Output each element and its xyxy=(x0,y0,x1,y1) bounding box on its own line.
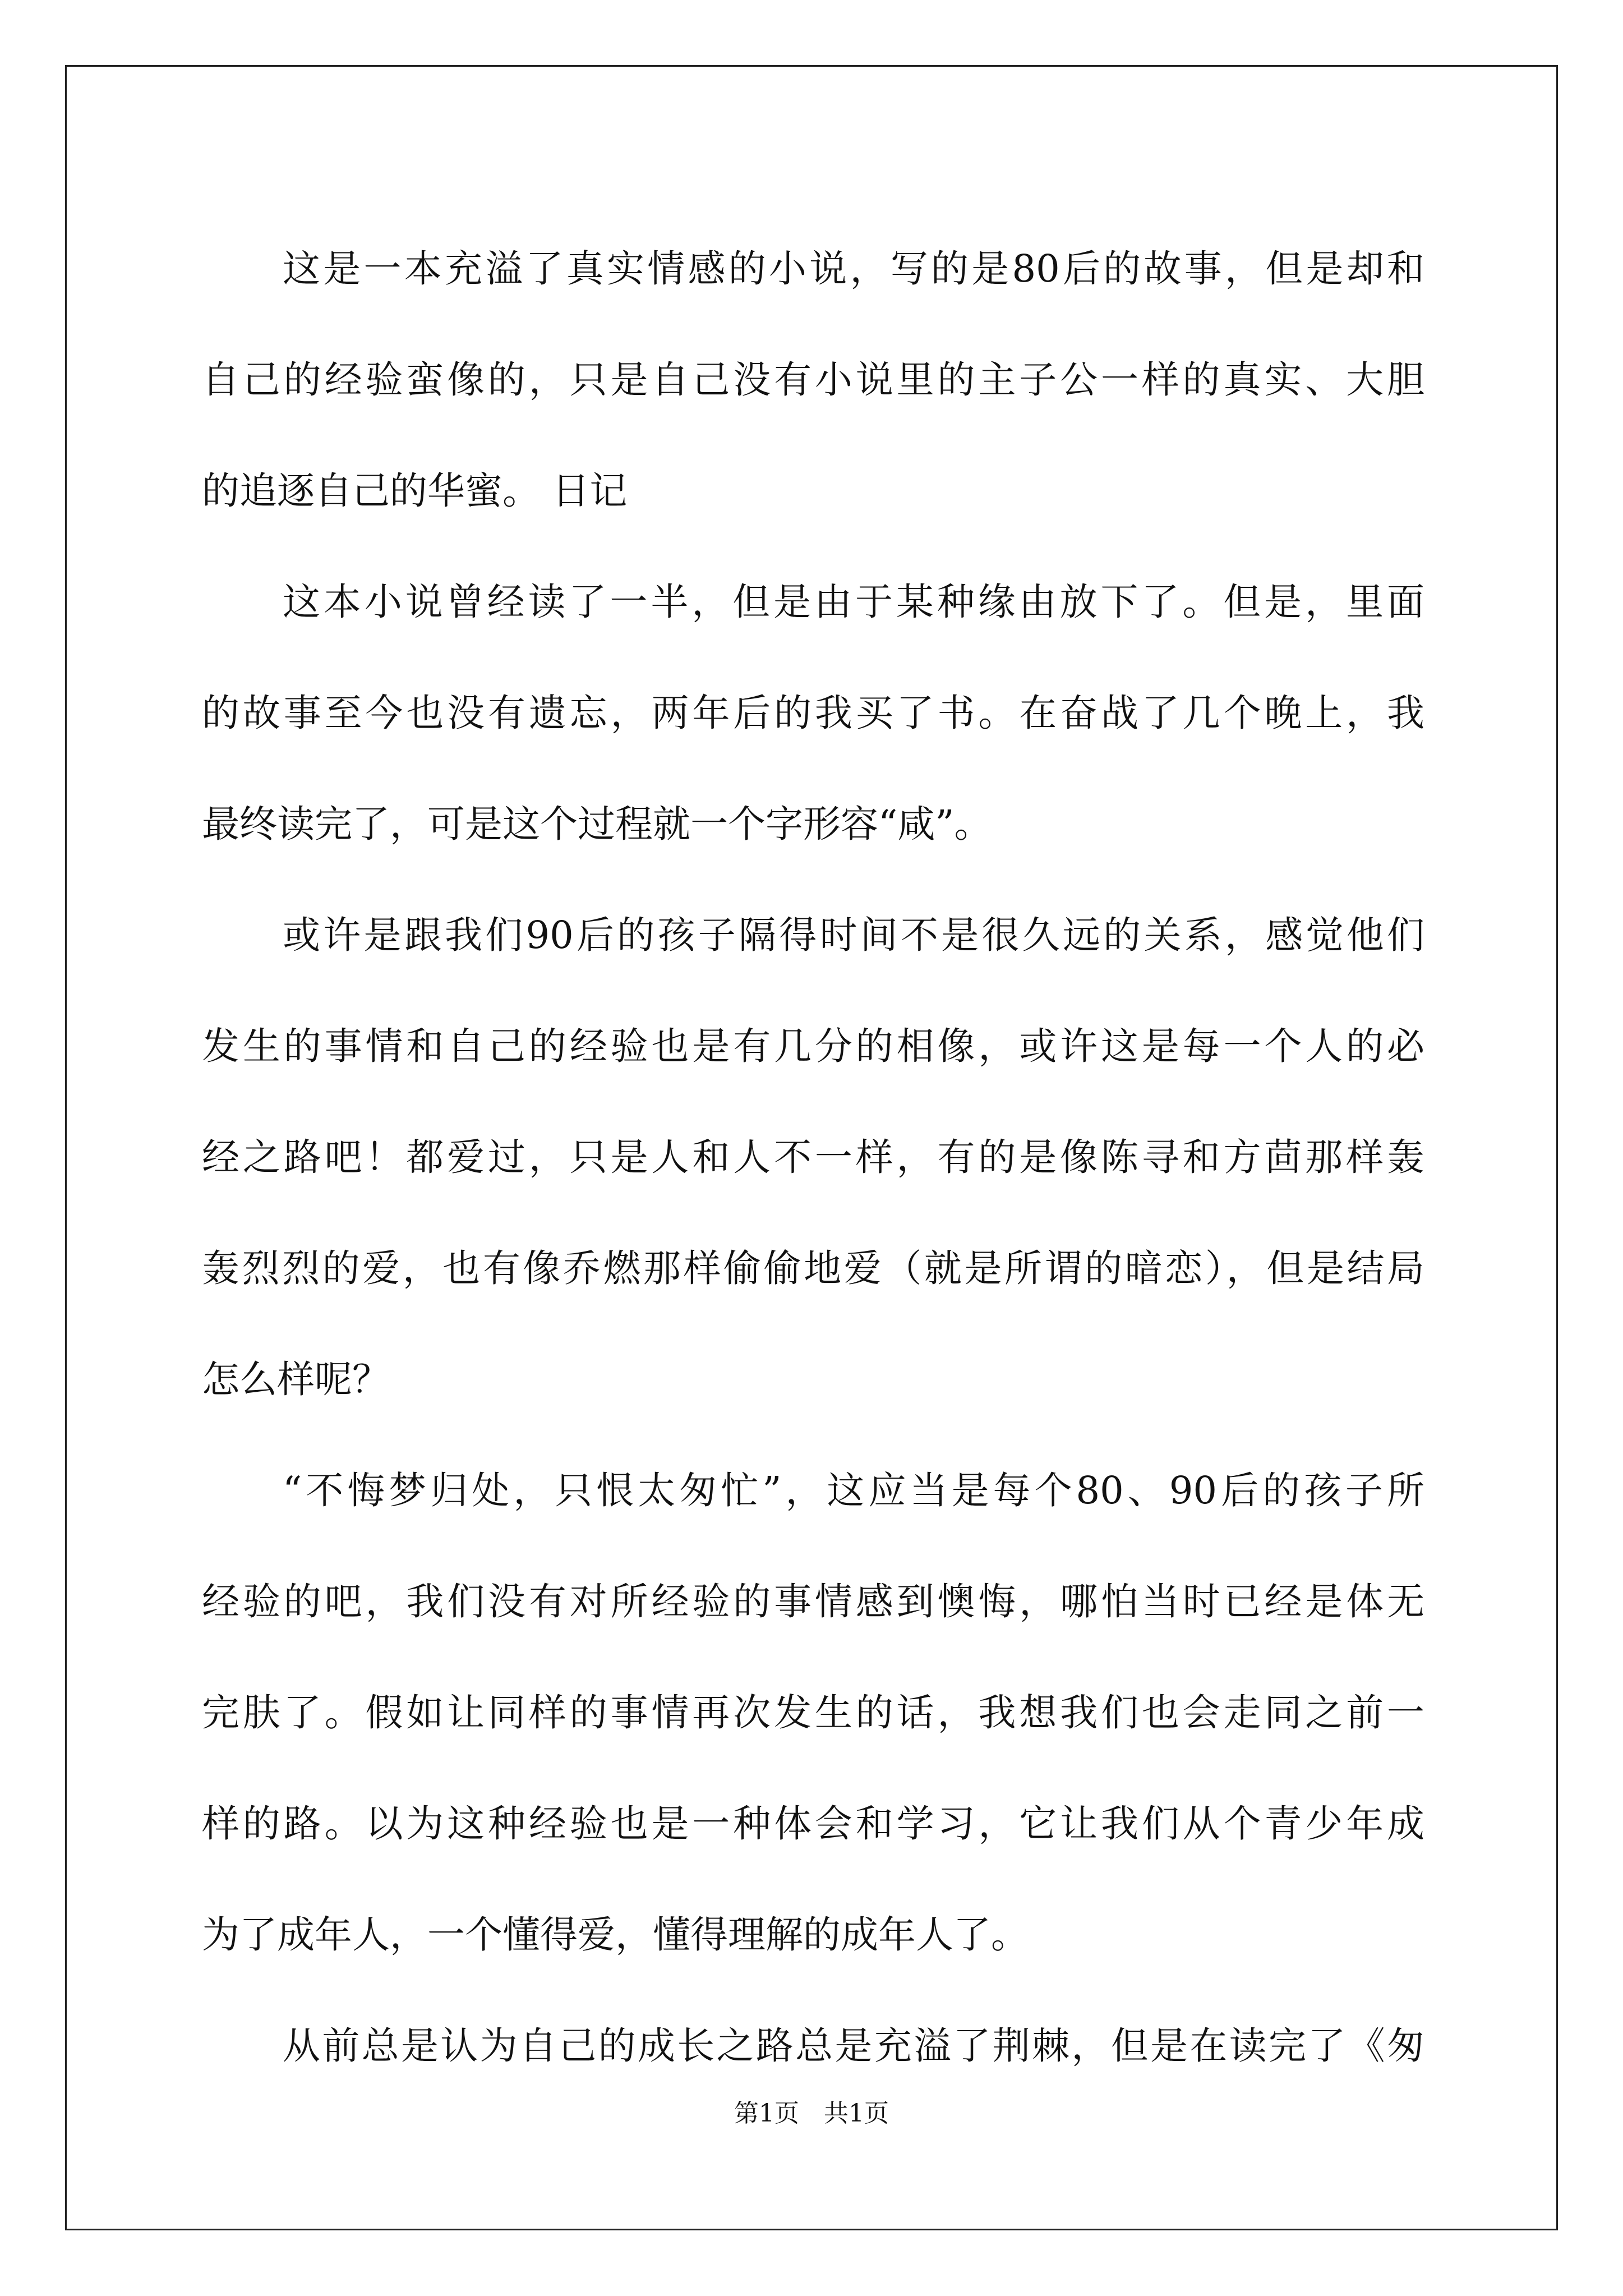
text-line: 怎么样呢？ xyxy=(202,1358,390,1401)
text-line: 自己的经验蛮像的，只是自己没有小说里的主子公一样的真实、大胆 xyxy=(202,358,1424,402)
text-line: 的追逐自己的华蜜。 日记 xyxy=(202,469,628,513)
text-line: 从前总是认为自己的成长之路总是充溢了荆棘，但是在读完了《匆 xyxy=(283,2024,1424,2068)
text-line: 经验的吧，我们没有对所经验的事情感到懊悔，哪怕当时已经是体无 xyxy=(202,1580,1424,1623)
document-body xyxy=(202,213,1424,2101)
text-line: 发生的事情和自己的经验也是有几分的相像，或许这是每一个人的必 xyxy=(202,1024,1424,1068)
text-line: 样的路。以为这种经验也是一种体会和学习，它让我们从个青少年成 xyxy=(202,1802,1424,1846)
text-line: 这是一本充溢了真实情感的小说，写的是80后的故事，但是却和 xyxy=(283,247,1424,291)
text-line: 为了成年人，一个懂得爱，懂得理解的成年人了。 xyxy=(202,1913,1029,1957)
text-line: 轰烈烈的爱，也有像乔燃那样偷偷地爱（就是所谓的暗恋），但是结局 xyxy=(202,1246,1424,1290)
text-line: 最终读完了，可是这个过程就一个字形容“咸”。 xyxy=(202,802,992,846)
text-line: 这本小说曾经读了一半，但是由于某种缘由放下了。但是，里面 xyxy=(283,580,1424,624)
text-line: 或许是跟我们90后的孩子隔得时间不是很久远的关系，感觉他们 xyxy=(283,913,1424,957)
page-footer: 第1页 共1页 xyxy=(734,2099,889,2128)
text-line: 的故事至今也没有遗忘，两年后的我买了书。在奋战了几个晚上，我 xyxy=(202,691,1424,735)
text-line: “不悔梦归处，只恨太匆忙”，这应当是每个80、90后的孩子所 xyxy=(283,1469,1424,1512)
text-line: 完肤了。假如让同样的事情再次发生的话，我想我们也会走同之前一 xyxy=(202,1691,1424,1734)
text-line: 经之路吧！都爱过，只是人和人不一样，有的是像陈寻和方茴那样轰 xyxy=(202,1135,1424,1179)
